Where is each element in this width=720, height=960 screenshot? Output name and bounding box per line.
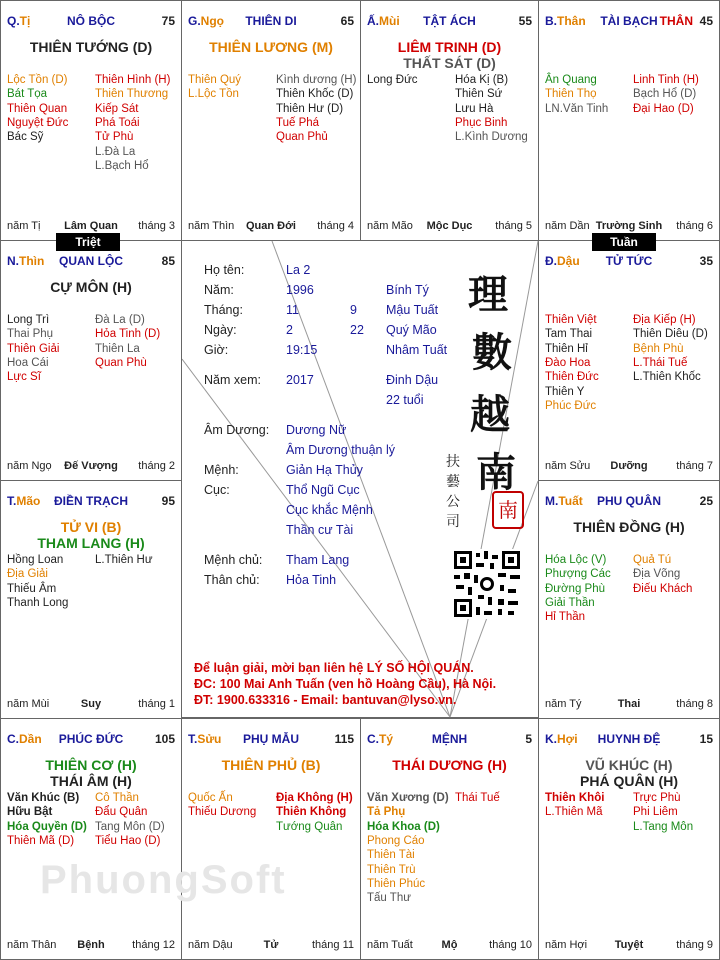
minor-star: L.Thiên Hư (95, 554, 153, 566)
minor-star: Văn Khúc (B) (7, 792, 80, 804)
calligraphy-logo (434, 263, 534, 563)
year-can: Bính Tý (386, 283, 429, 297)
main-star: LIÊM TRINH (D) (397, 39, 502, 55)
palace-phase: Suy (80, 698, 102, 710)
palace-thin[interactable] (0, 240, 182, 481)
year-label: Năm: (204, 283, 234, 297)
month-label: Tháng: (204, 303, 243, 317)
contact-line-2: ĐC: 100 Mai Anh Tuấn (ven hồ Hoàng Cầu), Hà Nội. (194, 677, 497, 691)
calligraphy-small-1: 扶 (446, 454, 460, 470)
view-year-value: 2017 (286, 373, 314, 387)
age-value: 22 tuổi (386, 393, 424, 407)
hour-can: Nhâm Tuất (386, 343, 448, 357)
palace-branch: K. (545, 732, 557, 746)
palace-branch: C. (367, 732, 379, 746)
minor-star: Văn Xương (D) (367, 792, 449, 804)
menhchu-label: Mệnh chủ: (204, 553, 263, 567)
year-value: 1996 (286, 283, 314, 297)
menh-value: Giản Hạ Thủy (286, 463, 363, 477)
palace-year: năm Mùi (7, 698, 50, 710)
palace-branch: G. (188, 14, 201, 28)
palace-phase: Trường Sinh (595, 220, 663, 232)
palace-year: năm Ngọ (7, 460, 52, 472)
palace-dan[interactable] (0, 718, 182, 960)
minor-star: L.Kình Dương (455, 131, 528, 144)
palace-name: PHÚC ĐỨC (58, 732, 124, 746)
minor-star: Bát Tọa (7, 88, 48, 101)
minor-star: Quả Tú (633, 554, 672, 566)
palace-month: tháng 11 (311, 939, 354, 951)
minor-star: Phượng Các (545, 568, 611, 581)
palace-year: năm Mão (367, 220, 413, 232)
minor-star: L.Thái Tuế (633, 356, 688, 369)
palace-footer (367, 939, 532, 953)
than-marker: THÂN (659, 14, 693, 28)
minor-star: Phi Liêm (633, 806, 678, 819)
minor-star: Thiên Giải (7, 342, 60, 355)
menh-label: Mệnh: (204, 463, 239, 477)
palace-number: 45 (699, 14, 713, 28)
palace-number: 55 (518, 14, 532, 28)
minor-star: Tang Môn (D) (95, 820, 165, 833)
minor-star: LN.Văn Tinh (545, 102, 609, 115)
palace-month: tháng 6 (676, 220, 713, 232)
center-info-panel (181, 240, 539, 718)
palace-footer (7, 698, 175, 712)
minor-star: Địa Không (H) (276, 792, 353, 804)
minor-star: Hồng Loan (7, 554, 64, 566)
main-star: THIÊN CƠ (H) (45, 757, 137, 773)
minor-star: Hỏa Tinh (D) (95, 328, 161, 341)
palace-footer (7, 460, 175, 474)
minor-star: Địa Võng (633, 568, 681, 581)
triet-badge: Triệt (56, 233, 120, 251)
minor-star: Thái Tuế (455, 792, 500, 804)
minor-star: Hóa Khoa (D) (367, 820, 440, 833)
month-can: Mậu Tuất (386, 303, 439, 317)
minor-star: Địa Kiếp (H) (633, 314, 696, 326)
contact-line-1: Để luận giải, mời bạn liên hệ LÝ SỐ HỘI QUÁN. (194, 661, 474, 675)
palace-name: TỬ TỨC (605, 254, 653, 268)
main-star: THÁI DƯƠNG (H) (392, 757, 507, 773)
minor-star: Đào Hoa (545, 356, 591, 369)
minor-star: Quốc Ấn (188, 792, 233, 804)
palace-number: 35 (699, 254, 713, 268)
palace-header (7, 494, 175, 510)
minor-star: Cô Thần (95, 792, 139, 804)
minor-star: Bệnh Phù (633, 342, 684, 355)
minor-star: Thiên Không (276, 806, 347, 819)
palace-month: tháng 4 (317, 220, 354, 232)
palace-name: THIÊN DI (245, 14, 297, 28)
calligraphy-small-4: 司 (446, 514, 460, 530)
palace-phase: Dưỡng (610, 460, 648, 472)
minor-star: Lộc Tồn (D) (7, 74, 68, 86)
palace-year: năm Hợi (545, 939, 588, 951)
palace-earthly-branch: Dần (19, 732, 42, 746)
watermark: PhuongSoft (40, 858, 287, 902)
palace-name: NÔ BỘC (67, 14, 115, 28)
view-year-label: Năm xem: (204, 373, 261, 387)
palace-footer (545, 939, 713, 953)
minor-star: Tiểu Hao (D) (95, 834, 161, 847)
palace-branch: B. (545, 14, 557, 28)
minor-star: Bạch Hổ (D) (633, 88, 697, 101)
cuc-label: Cục: (204, 483, 230, 497)
calligraphy-big-1: 理 (468, 271, 508, 318)
minor-star: Đà La (D) (95, 314, 145, 326)
palace-mui[interactable] (360, 0, 539, 241)
minor-star: Hoa Cái (7, 356, 49, 369)
minor-star: Thiên Y (545, 385, 585, 398)
minor-star: Tả Phụ (367, 806, 406, 819)
minor-star: Tử Phù (95, 131, 134, 144)
palace-header (545, 494, 713, 510)
palace-month: tháng 1 (138, 698, 175, 710)
palace-ti[interactable] (0, 0, 182, 241)
palace-phase: Tử (263, 939, 279, 951)
palace-number: 25 (699, 494, 713, 508)
palace-earthly-branch: Mão (16, 494, 41, 508)
red-seal-icon: 南 (492, 491, 524, 529)
main-star: TỬ VI (B) (60, 519, 122, 535)
palace-earthly-branch: Hợi (557, 732, 578, 746)
palace-name: QUAN LỘC (59, 254, 123, 268)
palace-header (7, 254, 175, 270)
palace-number: 65 (340, 14, 354, 28)
palace-ngo[interactable] (181, 0, 361, 241)
minor-star: Tấu Thư (367, 892, 411, 905)
name-label: Họ tên: (204, 263, 245, 277)
palace-earthly-branch: Tị (19, 14, 31, 28)
minor-star: L.Lộc Tồn (188, 88, 239, 101)
palace-phase: Mộ (441, 939, 458, 951)
palace-mao[interactable] (0, 480, 182, 719)
palace-number: 95 (161, 494, 175, 508)
palace-number: 85 (161, 254, 175, 268)
palace-footer (545, 220, 713, 234)
palace-footer (188, 939, 354, 953)
main-star: THIÊN PHỦ (B) (221, 757, 321, 773)
than-cu-note: Thần cư Tài (286, 523, 354, 537)
palace-year: năm Dần (545, 220, 590, 232)
minor-star: Hỉ Thần (545, 611, 586, 624)
day-solar: 22 (350, 323, 364, 337)
palace-ty[interactable] (360, 718, 539, 960)
palace-earthly-branch: Tý (379, 732, 394, 746)
minor-star: Thiên La (95, 342, 140, 355)
palace-year: năm Tị (7, 220, 41, 232)
minor-star: Giải Thần (545, 596, 595, 609)
minor-star: Phong Cáo (367, 834, 425, 847)
palace-earthly-branch: Thân (557, 14, 586, 28)
palace-month: tháng 10 (489, 939, 532, 951)
day-lunar: 2 (286, 323, 293, 337)
palace-footer (367, 220, 532, 234)
palace-dau[interactable] (538, 240, 720, 481)
palace-number: 75 (161, 14, 175, 28)
palace-name: PHỤ MẪU (243, 732, 299, 746)
minor-star: Thanh Long (7, 596, 69, 609)
palace-branch: N. (7, 254, 19, 268)
palace-footer (7, 939, 175, 953)
palace-name: HUYNH ĐỆ (597, 732, 661, 746)
minor-star: Hóa Quyền (D) (7, 820, 87, 833)
name-value: La 2 (286, 263, 311, 277)
minor-star: Kiếp Sát (95, 102, 139, 115)
minor-star: L.Đà La (95, 145, 136, 158)
minor-star: Quan Phù (95, 356, 147, 369)
palace-number: 115 (334, 732, 354, 746)
contact-line-3: ĐT: 1900.633316 - Email: bantuvan@lyso.vn. (194, 693, 457, 707)
main-star: VŨ KHÚC (H) (585, 757, 673, 773)
palace-earthly-branch: Tuất (558, 494, 583, 508)
palace-year: năm Thân (7, 939, 57, 951)
palace-branch: Ấ. (367, 14, 379, 28)
cuc-note: Cục khắc Mệnh (286, 503, 373, 517)
minor-star: Thiên Trù (367, 863, 416, 876)
amduong-label: Âm Dương: (204, 423, 270, 437)
minor-star: Thiên Thương (95, 88, 169, 101)
palace-month: tháng 12 (132, 939, 175, 951)
hour-value: 19:15 (286, 343, 318, 357)
minor-star: Lưu Hà (455, 102, 494, 115)
minor-star: Phúc Đức (545, 399, 597, 412)
month-lunar: 11 (286, 303, 299, 317)
palace-number: 105 (154, 732, 175, 746)
minor-star: Thiếu Âm (7, 582, 57, 595)
palace-branch: Đ. (545, 254, 557, 268)
palace-year: năm Dậu (188, 939, 233, 951)
palace-phase: Mộc Dục (426, 220, 473, 232)
palace-phase: Tuyệt (614, 939, 644, 951)
calligraphy-big-2: 數 (472, 329, 512, 376)
palace-earthly-branch: Dậu (557, 254, 580, 268)
minor-star: Thiên Khốc (D) (276, 88, 354, 101)
minor-star: Tướng Quân (276, 820, 343, 833)
minor-star: Thiên Tài (367, 849, 415, 862)
main-star: THÁI ÂM (H) (50, 773, 132, 789)
minor-star: Phá Toái (95, 116, 140, 129)
calligraphy-small-2: 藝 (446, 474, 460, 490)
palace-month: tháng 3 (138, 220, 175, 232)
calligraphy-big-4: 南 (476, 449, 516, 496)
palace-month: tháng 8 (676, 698, 713, 710)
minor-star: Thiên Diêu (D) (633, 328, 708, 341)
palace-footer (188, 220, 354, 234)
palace-suu[interactable] (181, 718, 361, 960)
main-star: THAM LANG (H) (37, 535, 145, 551)
palace-header (188, 732, 354, 748)
palace-name: PHU QUÂN (596, 494, 661, 508)
palace-than[interactable] (538, 0, 720, 241)
menhchu-value: Tham Lang (286, 553, 350, 567)
minor-star: Thiên Quý (188, 74, 242, 86)
palace-branch: T. (7, 494, 17, 508)
minor-star: Ân Quang (545, 74, 597, 86)
palace-footer (545, 698, 713, 712)
minor-star: Điếu Khách (633, 582, 693, 595)
palace-number: 15 (699, 732, 713, 746)
cuc-value: Thổ Ngũ Cục (286, 483, 360, 497)
minor-star: Đường Phù (545, 582, 605, 595)
main-star: THẤT SÁT (D) (403, 55, 496, 71)
palace-month: tháng 9 (676, 939, 713, 951)
calligraphy-small-3: 公 (446, 494, 460, 510)
minor-star: Thiên Quan (7, 102, 68, 115)
minor-star: Phục Binh (455, 116, 508, 129)
minor-star: Bác Sỹ (7, 131, 44, 144)
palace-year: năm Tuất (367, 939, 413, 951)
palace-phase: Bệnh (77, 939, 105, 951)
minor-star: Hữu Bật (7, 806, 53, 819)
minor-star: Lực Sĩ (7, 371, 41, 384)
palace-tuat[interactable] (538, 480, 720, 719)
minor-star: Thiên Hỉ (545, 342, 588, 355)
palace-header (545, 732, 713, 748)
qr-code-icon[interactable] (452, 549, 522, 619)
palace-month: tháng 7 (676, 460, 713, 472)
tuan-badge: Tuần (592, 233, 656, 251)
minor-star: Thiếu Dương (188, 806, 257, 819)
minor-star: Đẩu Quân (95, 806, 148, 819)
minor-star: Thiên Mã (D) (7, 834, 75, 847)
minor-star: Trực Phù (633, 792, 681, 804)
minor-star: Linh Tinh (H) (633, 74, 699, 86)
main-star: THIÊN TƯỚNG (D) (29, 39, 153, 55)
palace-name: ĐIỀN TRẠCH (54, 494, 128, 508)
palace-header (367, 14, 532, 30)
palace-phase: Thai (617, 698, 641, 710)
main-star: CỰ MÔN (H) (50, 279, 132, 295)
palace-header (545, 14, 713, 30)
palace-earthly-branch: Mùi (379, 14, 400, 28)
minor-star: Long Trì (7, 314, 50, 326)
minor-star: L.Thiên Mã (545, 806, 603, 819)
minor-star: Long Đức (367, 74, 418, 86)
minor-star: L.Thiên Khốc (633, 371, 701, 384)
palace-name: MỆNH (431, 732, 468, 746)
day-label: Ngày: (204, 323, 237, 337)
palace-year: năm Tý (545, 698, 582, 710)
amduong-value: Dương Nữ (286, 423, 347, 437)
minor-star: Tam Thai (545, 328, 593, 341)
minor-star: Nguyệt Đức (7, 116, 69, 129)
palace-month: tháng 5 (495, 220, 532, 232)
palace-year: năm Thìn (188, 220, 235, 232)
minor-star: Hóa Kị (B) (455, 74, 509, 86)
minor-star: Thiên Hình (H) (95, 74, 171, 86)
minor-star: Hóa Lộc (V) (545, 554, 607, 566)
minor-star: Tuế Phá (276, 116, 320, 129)
minor-star: Thiên Thọ (545, 88, 597, 101)
palace-earthly-branch: Sửu (197, 732, 222, 746)
minor-star: Thiên Phúc (367, 877, 426, 890)
minor-star: L.Tang Môn (633, 820, 694, 833)
palace-header (188, 14, 354, 30)
palace-header (7, 14, 175, 30)
minor-star: Thai Phụ (7, 328, 54, 341)
palace-branch: Q. (7, 14, 20, 28)
minor-star: Đại Hao (D) (633, 102, 694, 115)
palace-phase: Đế Vượng (64, 460, 118, 472)
palace-header (545, 254, 713, 270)
minor-star: Quan Phủ (276, 131, 328, 144)
day-can: Quý Mão (386, 323, 437, 337)
minor-star: Thiên Khôi (545, 792, 605, 804)
palace-branch: M. (545, 494, 559, 508)
palace-name: TẬT ÁCH (423, 14, 476, 28)
palace-earthly-branch: Ngọ (200, 14, 224, 28)
minor-star: Thiên Đức (545, 371, 599, 384)
palace-header (367, 732, 532, 748)
minor-star: L.Bạch Hổ (95, 159, 149, 172)
palace-number: 5 (525, 732, 532, 746)
palace-branch: C. (7, 732, 19, 746)
minor-star: Kình dương (H) (276, 74, 357, 86)
minor-star: Thiên Việt (545, 314, 597, 326)
view-year-can: Đinh Dậu (386, 373, 439, 387)
palace-header (7, 732, 175, 748)
minor-star: Thiên Sứ (455, 88, 503, 101)
minor-star: Địa Giải (7, 568, 48, 581)
palace-branch: T. (188, 732, 198, 746)
palace-year: năm Sửu (545, 460, 591, 472)
palace-footer (545, 460, 713, 474)
palace-phase: Lâm Quan (64, 220, 118, 232)
calligraphy-big-3: 越 (470, 391, 510, 438)
palace-name: TÀI BẠCH (600, 14, 658, 28)
palace-earthly-branch: Thìn (19, 254, 45, 268)
thanchu-value: Hỏa Tinh (286, 573, 337, 587)
palace-footer (7, 220, 175, 234)
minor-star: Thiên Hư (D) (276, 102, 344, 115)
amduong-note: Âm Dương thuận lý (286, 443, 395, 457)
palace-month: tháng 2 (138, 460, 175, 472)
thanchu-label: Thân chủ: (204, 573, 260, 587)
main-star: PHÁ QUÂN (H) (580, 773, 678, 789)
palace-hoi[interactable] (538, 718, 720, 960)
palace-phase: Quan Đới (246, 220, 296, 232)
month-solar: 9 (350, 303, 357, 317)
main-star: THIÊN LƯƠNG (M) (209, 39, 333, 55)
main-star: THIÊN ĐỒNG (H) (573, 519, 685, 535)
hour-label: Giờ: (204, 343, 229, 357)
